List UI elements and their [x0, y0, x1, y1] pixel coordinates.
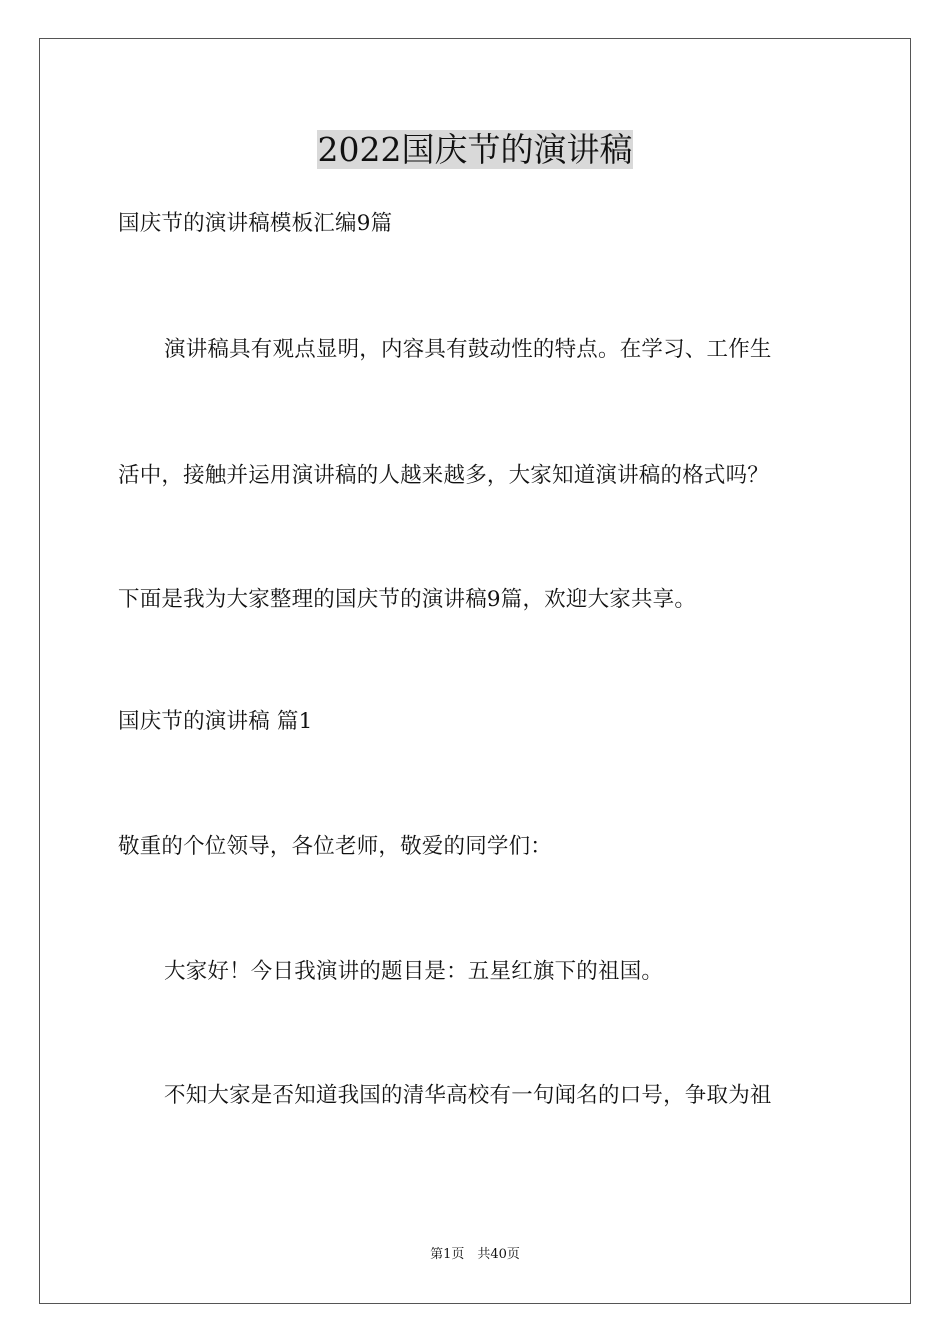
- section-heading: 国庆节的演讲稿 篇1: [118, 709, 313, 734]
- paragraph-line-2: 活中，接触并运用演讲稿的人越来越多，大家知道演讲稿的格式吗？: [118, 463, 770, 488]
- paragraph-line-4: 大家好！今日我演讲的题目是：五星红旗下的祖国。: [164, 959, 664, 984]
- paragraph-line-3: 下面是我为大家整理的国庆节的演讲稿9篇，欢迎大家共享。: [118, 587, 697, 612]
- paragraph-line-1: 演讲稿具有观点显明，内容具有鼓动性的特点。在学习、工作生: [164, 337, 772, 362]
- page-number-footer: 第1页 共40页: [430, 1247, 520, 1262]
- paragraph-line-5: 不知大家是否知道我国的清华高校有一句闻名的口号，争取为祖: [164, 1083, 772, 1108]
- document-title: 2022国庆节的演讲稿: [317, 130, 633, 169]
- subtitle-line: 国庆节的演讲稿模板汇编9篇: [118, 211, 393, 236]
- greeting-line: 敬重的个位领导，各位老师，敬爱的同学们：: [118, 834, 553, 859]
